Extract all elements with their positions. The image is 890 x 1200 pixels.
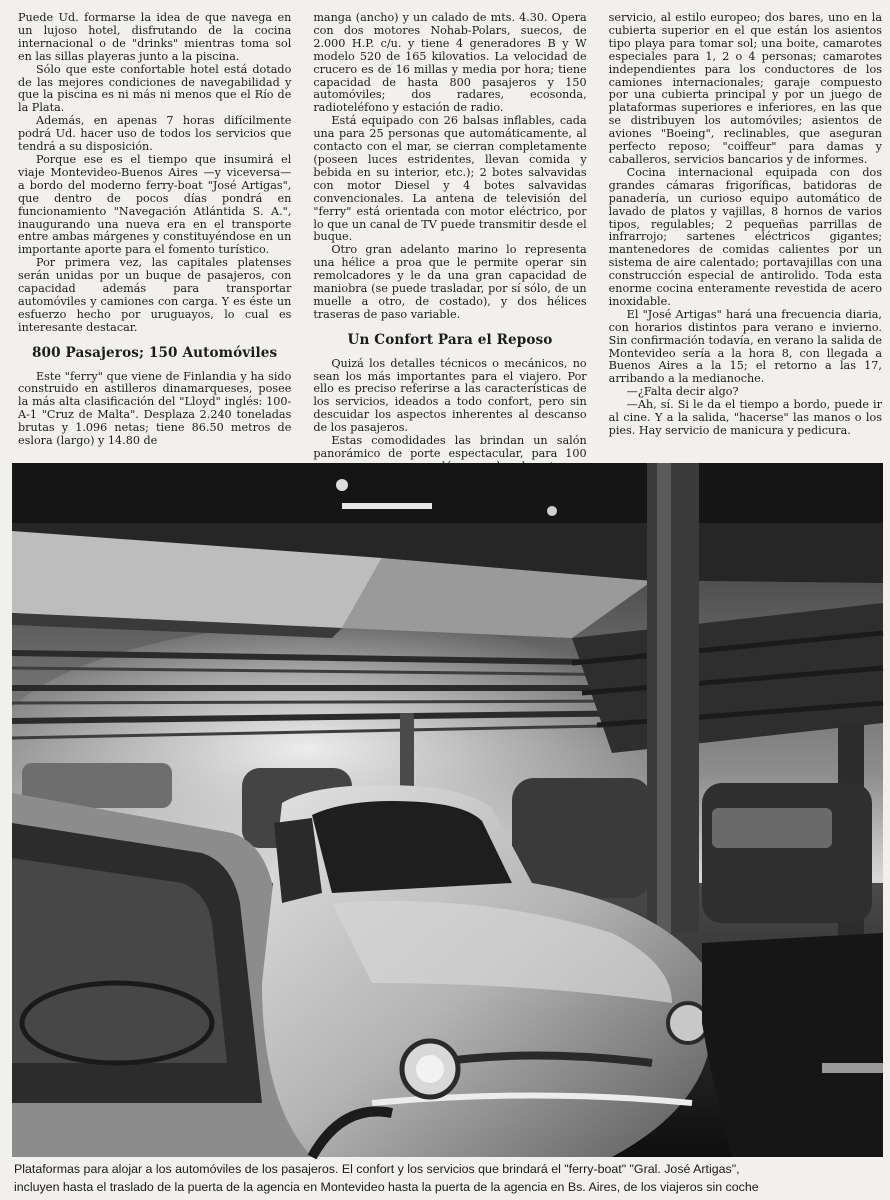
photo-caption [14, 1160, 880, 1196]
paragraph: Cocina internacional equipada con dos grandes cámaras frigoríficas, batidoras de panadería, un curioso equipo automático de lavado de platos y vajillas, 8 hornos de varios tipos, regulables; 2 pequeñas parrillas de infrarrojo; sartenes eléctricos gigantes; mantenedores de comidas calientes por un sistema de aire calentado; portavajillas con una construcción especial de antirolido. Toda esta enorme cocina enteramente revestida de acero inoxidable. [608, 165, 882, 308]
paragraph: Otro gran adelanto marino lo representa una hélice a proa que le permite operar sin remolcadores y le da una gran capacidad de maniobra (se puede trasladar, por sí sólo, de un muelle a otro, de costado), y dos hélices traseras de paso variable. [313, 243, 587, 321]
caption-line: Plataformas para alojar a los automóviles de los pasajeros. El confort y los servicios que brindará el "ferry-boat" "Gral. José Artigas", [14, 1162, 740, 1176]
paragraph: —¿Falta decir algo? [626, 385, 739, 399]
caption-line: incluyen hasta el traslado de la puerta de la agencia en Montevideo hasta la puerta de la agencia en Bs. Aires, de los viajeros sin coche [14, 1180, 759, 1194]
article-column-2 [313, 11, 587, 460]
article-column-1 [18, 11, 292, 448]
car-deck-illustration [12, 463, 883, 1157]
paragraph: Este "ferry" que viene de Finlandia y ha sido construido en astilleros dinamarqueses, posee la más alta clasificación del "Lloyd" inglés: 100-A-1 "Cruz de Malta". Desplaza 2.240 toneladas brutas y 1.096 netas; tiene 86.50 metros de eslora (largo) y 14.80 de [18, 369, 292, 448]
car-deck-photo [12, 463, 883, 1157]
paragraph: Por primera vez, las capitales platenses serán unidas por un buque de pasajeros, con capacidad además para transportar automóviles y camiones con carga. Y es éste un esfuerzo hecho por uruguayos, lo cual es interesante destacar. [18, 256, 292, 334]
paragraph: Estas comodidades las brindan un salón panorámico de porte espectacular, para 100 [313, 434, 587, 460]
paragraph: —Ah, sí. Si le da el tiempo a bordo, puede ir al cine. Y a la salida, "hacerse" las manos o los pies. Hay servicio de manicura y pedicura. [608, 398, 882, 437]
paragraph: El "José Artigas" hará una frecuencia diaria, con horarios distintos para verano e invierno. Sin confirmación todavía, en verano la salida de Montevideo sería a la hora 8, con llegada a Buenos Aires a la 15; el retorno a las 17, arribando a la medianoche. [608, 307, 882, 386]
section-heading: Un Confort Para el Reposo [347, 331, 553, 348]
paragraph: Además, en apenas 7 horas difícilmente podrá Ud. hacer uso de todos los servicios que tendrá a su disposición. [18, 114, 292, 154]
article-column-3 [609, 12, 882, 444]
section-heading: 800 Pasajeros; 150 Automóviles [32, 344, 278, 361]
paragraph: Sólo que este confortable hotel está dotado de las mejores condiciones de navegabilidad y que la piscina es ni más ni menos que el Río de la Plata. [18, 62, 292, 115]
paragraph: Porque ese es el tiempo que insumirá el viaje Montevideo-Buenos Aires —y viceversa— a bordo del moderno ferry-boat "José Artigas", que dentro de pocos días pondrá en funcionamiento "Navegación Atlántida S. A.", inaugurando una nueva era en el transporte entre ambas márgenes y constituyéndose en un importante aporte para el fomento turístico. [18, 152, 292, 257]
paragraph: Puede Ud. formarse la idea de que navega en un lujoso hotel, disfrutando de la cocina internacional o de "drinks" mientras toma sol en las sillas playeras junto a la piscina. [18, 11, 292, 63]
paragraph: manga (ancho) y un calado de mts. 4.30. Opera con dos motores Nohab-Polars, suecos, de 2.000 H.P. c/u. y tiene 4 generadores B y W modelo 520 de 165 kilovatios. La velocidad de crucero es de 16 millas y media por hora; tiene capacidad de hasta 800 pasajeros y 150 automóviles; dos radares, ecosonda, radioteléfono y estación de radio. [313, 11, 587, 115]
paragraph: Quizá los detalles técnicos o mecánicos, no sean los más importantes para el viajero. Por ello es preciso referirse a las características de los servicios, ideados a todo confort, pero sin descuidar los aspectos inherentes al descanso de los pasajeros. [313, 356, 587, 435]
paragraph: Está equipado con 26 balsas inflables, cada una para 25 personas que automáticamente, al contacto con el mar, se cierran completamente (poseen luces estridentes, llevan comida y bebida en su interior, etc.); 2 botes salvavidas con motor Diesel y 4 botes salvavidas convencionales. La antena de televisión del "ferry" está orientada con motor eléctrico, por lo que un canal de TV puede transmitir desde el buque. [313, 114, 587, 244]
article-columns [18, 11, 882, 460]
paragraph: servicio, al estilo europeo; dos bares, uno en la cubierta superior en el que están los asientos tipo playa para tomar sol; una boite, camarotes especiales para 1, 2 o 4 personas; camarotes independientes para los conductores de los camiones internacionales; garaje compuesto por una cubierta principal y por un juego de plataformas superiores e inferiores, en las que se distribuyen los automóviles; asientos de aviones "Boeing", reclinables, que aseguran perfecto reposo; "coiffeur" para damas y caballeros, servicios bancarios y de informes. [608, 11, 882, 166]
